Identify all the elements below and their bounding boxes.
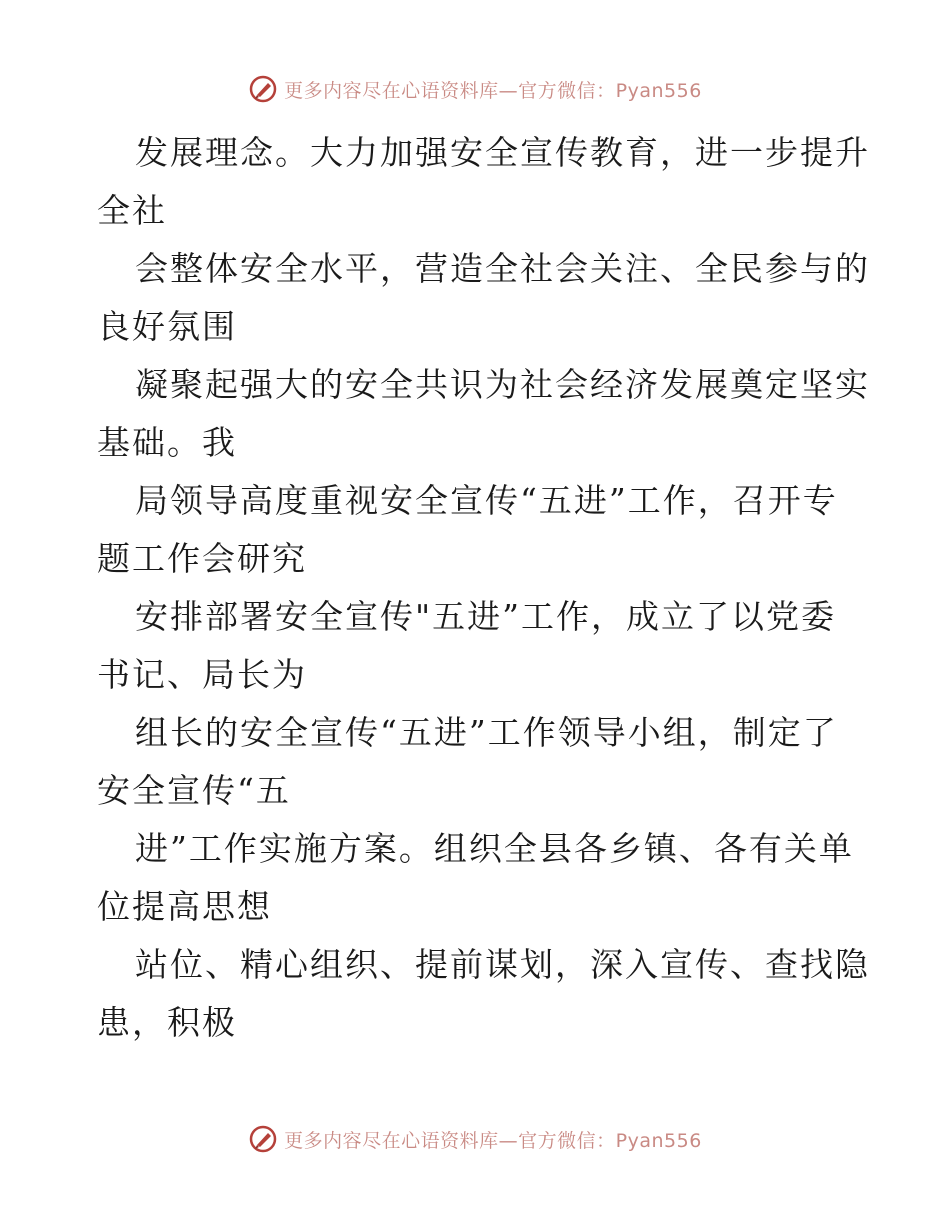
text-line: 患，积极 — [97, 1003, 237, 1042]
pen-logo-icon — [248, 74, 278, 104]
document-body — [97, 124, 870, 1052]
text-line: 全社 — [97, 191, 167, 230]
text-line: 基础。我 — [97, 423, 237, 462]
text-line: 安排部署安全宣传"五进”工作，成立了以党委 — [135, 597, 837, 636]
text-line: 进”工作实施方案。组织全县各乡镇、各有关单 — [135, 829, 854, 868]
text-line: 会整体安全水平，营造全社会关注、全民参与的 — [135, 249, 870, 288]
text-line: 组长的安全宣传“五进”工作领导小组，制定了 — [135, 713, 838, 752]
text-line: 发展理念。大力加强安全宣传教育，进一步提升 — [135, 133, 870, 172]
text-line: 位提高思想 — [97, 887, 272, 926]
text-line: 安全宣传“五 — [97, 771, 291, 810]
text-line: 局领导高度重视安全宣传“五进”工作，召开专 — [135, 481, 838, 520]
text-line: 题工作会研究 — [97, 539, 307, 578]
pen-logo-icon — [248, 1124, 278, 1154]
watermark-text: 更多内容尽在心语资料库—官方微信：Pyan556 — [284, 1129, 702, 1152]
watermark-text: 更多内容尽在心语资料库—官方微信：Pyan556 — [284, 79, 702, 102]
footer-watermark — [0, 1124, 950, 1154]
header-watermark — [0, 74, 950, 104]
text-line: 良好氛围 — [97, 307, 237, 346]
text-line: 凝聚起强大的安全共识为社会经济发展奠定坚实 — [135, 365, 870, 404]
text-line: 站位、精心组织、提前谋划，深入宣传、查找隐 — [135, 945, 870, 984]
text-line: 书记、局长为 — [97, 655, 307, 694]
